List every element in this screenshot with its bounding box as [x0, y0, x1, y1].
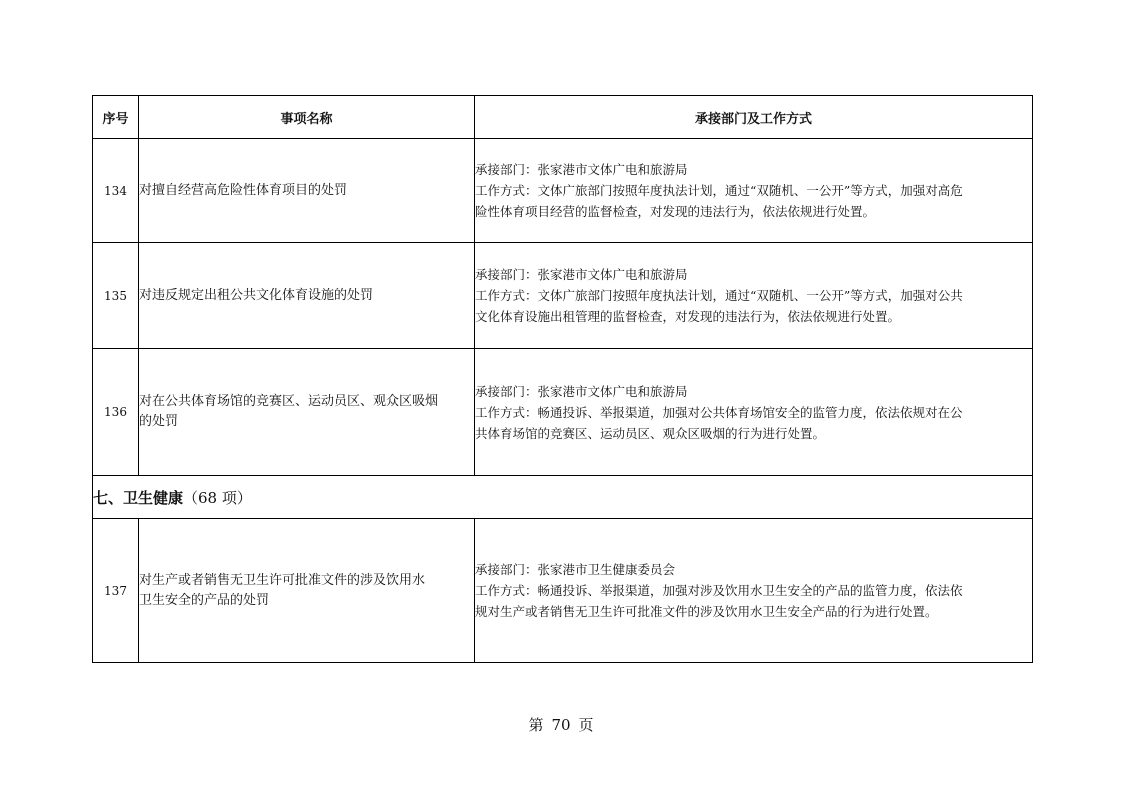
method-line: 共体育场馆的竞赛区、运动员区、观众区吸烟的行为进行处置。 [475, 425, 826, 441]
item-name-line: 对生产或者销售无卫生许可批准文件的涉及饮用水 [139, 572, 426, 588]
method-line: 工作方式：文体广旅部门按照年度执法计划，通过“双随机、一公开”等方式，加强对公共 [475, 288, 963, 303]
dept-line: 承接部门：张家港市文体广电和旅游局 [475, 383, 688, 399]
page-suffix: 页 [578, 716, 594, 734]
dept-line: 承接部门：张家港市卫生健康委员会 [475, 562, 676, 577]
item-name: 对违反规定出租公共文化体育设施的处罚 [139, 243, 475, 349]
method-line: 文化体育设施出租管理的监督检查，对发现的违法行为，依法依规进行处置。 [475, 309, 901, 324]
section-title: 七、卫生健康 [93, 488, 184, 507]
header-item-name: 事项名称 [139, 96, 475, 139]
dept-method [475, 519, 1033, 663]
method-line: 工作方式：文体广旅部门按照年度执法计划，通过“双随机、一公开”等方式，加强对高危 [475, 183, 963, 198]
row-number: 135 [93, 243, 139, 349]
row-number: 134 [93, 139, 139, 243]
section-count: （68 项） [183, 488, 252, 507]
item-name [139, 519, 475, 663]
dept-method [475, 243, 1033, 349]
page-number: 70 [551, 716, 571, 734]
header-serial: 序号 [93, 96, 139, 139]
matters-table [92, 95, 1033, 663]
section-row [93, 476, 1033, 519]
table-row [93, 139, 1033, 243]
page-prefix: 第 [528, 716, 544, 734]
dept-method [475, 139, 1033, 243]
table-row [93, 243, 1033, 349]
method-line: 工作方式：畅通投诉、举报渠道，加强对公共体育场馆安全的监管力度，依法依规对在公 [475, 404, 963, 420]
item-name-line: 的处罚 [139, 414, 179, 429]
table-header-row [93, 96, 1033, 139]
dept-method [475, 349, 1033, 476]
method-line: 险性体育项目经营的监督检查，对发现的违法行为，依法依规进行处置。 [475, 204, 876, 219]
table-row [93, 519, 1033, 663]
item-name-line: 对在公共体育场馆的竞赛区、运动员区、观众区吸烟 [139, 394, 439, 409]
item-name-line: 卫生安全的产品的处罚 [139, 592, 270, 608]
page-footer [0, 714, 1122, 735]
method-line: 工作方式：畅通投诉、举报渠道，加强对涉及饮用水卫生安全的产品的监管力度，依法依 [475, 583, 963, 598]
section-heading [93, 476, 1033, 519]
table-row [93, 349, 1033, 476]
header-dept-method: 承接部门及工作方式 [475, 96, 1033, 139]
method-line: 规对生产或者销售无卫生许可批准文件的涉及饮用水卫生安全产品的行为进行处置。 [475, 604, 938, 619]
row-number: 137 [93, 519, 139, 663]
dept-line: 承接部门：张家港市文体广电和旅游局 [475, 162, 688, 177]
item-name [139, 349, 475, 476]
dept-line: 承接部门：张家港市文体广电和旅游局 [475, 267, 688, 282]
row-number: 136 [93, 349, 139, 476]
item-name: 对擅自经营高危险性体育项目的处罚 [139, 139, 475, 243]
